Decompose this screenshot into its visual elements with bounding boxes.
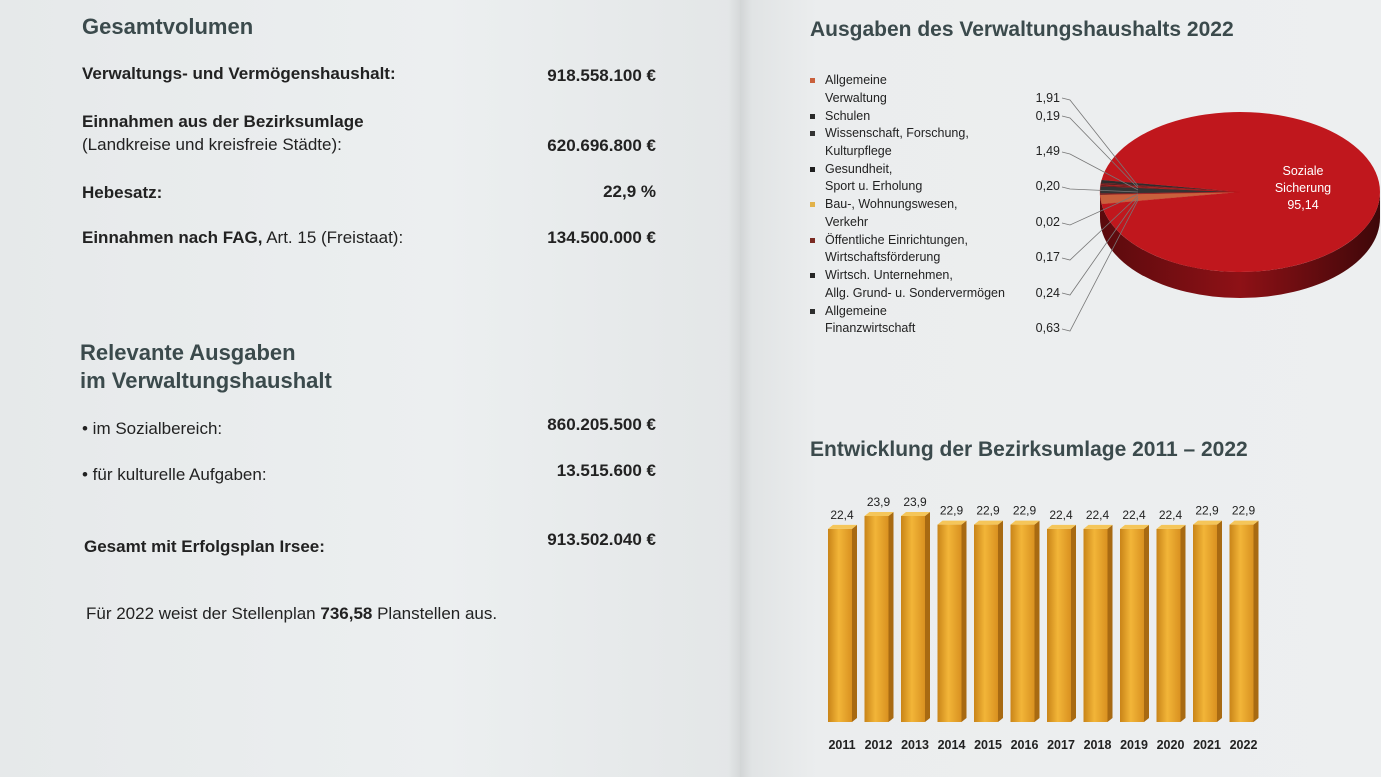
pie-main-label-line2: Sicherung xyxy=(1274,181,1332,195)
row-label-hebesatz: Hebesatz: xyxy=(82,183,163,202)
pie-main-label-line1: Soziale xyxy=(1282,164,1324,178)
bar-value-label: 22,4 xyxy=(1122,507,1146,522)
row-label-bezirksumlage: Einnahmen aus der Bezirksumlage (Landkreise und kreisfreie Städte): xyxy=(82,112,364,154)
bar-top xyxy=(938,521,967,525)
row-label-haushalt: Verwaltungs- und Vermögenshaushalt: xyxy=(82,64,396,83)
legend-swatch xyxy=(810,309,815,314)
bar xyxy=(1230,525,1254,722)
bar-chart-title: Entwicklung der Bezirksumlage 2011 – 2022 xyxy=(810,438,1248,461)
pie-chart xyxy=(1050,80,1381,350)
bar-category-label: 2017 xyxy=(1047,738,1075,752)
bar xyxy=(1157,529,1181,722)
bar-side xyxy=(889,512,894,722)
pie-main-value: 95,14 xyxy=(1287,198,1319,212)
bar-side xyxy=(1254,521,1259,722)
bullet-kultur-value: 13.515.600 € xyxy=(556,461,656,480)
bar-category-label: 2021 xyxy=(1193,738,1221,752)
bullet-sozial-value: 860.205.500 € xyxy=(547,415,656,434)
bar-value-label: 22,4 xyxy=(830,507,854,522)
bar-category-label: 2011 xyxy=(828,738,856,752)
bar-side xyxy=(1071,525,1076,722)
bar-top xyxy=(865,512,894,516)
bar-value-label: 23,9 xyxy=(866,495,891,509)
total-value: 913.502.040 € xyxy=(547,530,656,549)
bar-value-label: 22,9 xyxy=(1012,503,1037,518)
bar-category-label: 2022 xyxy=(1229,738,1258,752)
bar-category-label: 2016 xyxy=(1010,738,1039,752)
pie-chart-title: Ausgaben des Verwaltungshaushalts 2022 xyxy=(810,18,1234,41)
bar xyxy=(828,529,852,722)
bar-top xyxy=(1157,525,1186,529)
bar-side xyxy=(852,525,857,722)
legend-item: Wissenschaft, Forschung, Kulturpflege 1,49 xyxy=(810,125,1080,161)
bullet-sozial-label: • im Sozialbereich: xyxy=(82,419,223,438)
bar-top xyxy=(901,512,930,516)
bar-category-label: 2015 xyxy=(974,738,1002,752)
page-fold xyxy=(728,0,752,777)
bar-top xyxy=(1120,525,1149,529)
legend-item: Gesundheit, Sport u. Erholung 0,20 xyxy=(810,161,1080,197)
bar-top xyxy=(828,525,857,529)
row-value-hebesatz: 22,9 % xyxy=(603,182,656,201)
legend-swatch xyxy=(810,273,815,278)
legend-item: Öffentliche Einrichtungen, Wirtschaftsförderung 0,17 xyxy=(810,232,1080,268)
gesamtvolumen-heading: Gesamtvolumen xyxy=(82,14,254,39)
bar xyxy=(1047,529,1071,722)
row-value-haushalt: 918.558.100 € xyxy=(547,66,656,85)
legend-item: Allgemeine Verwaltung 1,91 xyxy=(810,72,1080,108)
total-label: Gesamt mit Erfolgsplan Irsee: xyxy=(84,537,325,556)
bar xyxy=(974,525,998,722)
bar xyxy=(901,516,925,722)
bar-value-label: 22,4 xyxy=(1158,507,1183,522)
row-value-fag: 134.500.000 € xyxy=(547,228,656,247)
bar-side xyxy=(998,521,1003,722)
bar-top xyxy=(1193,521,1222,525)
bar-category-label: 2018 xyxy=(1083,738,1112,752)
bar-top xyxy=(1011,521,1040,525)
bar-side xyxy=(925,512,930,722)
legend-item: Schulen 0,19 xyxy=(810,108,1080,126)
legend-item: Allgemeine Finanzwirtschaft 0,63 xyxy=(810,303,1080,339)
bar xyxy=(1193,525,1217,722)
legend-swatch xyxy=(810,238,815,243)
stellenplan-note: Für 2022 weist der Stellenplan 736,58 Planstellen aus. xyxy=(86,604,498,623)
row-value-bezirksumlage: 620.696.800 € xyxy=(547,136,656,155)
legend-swatch xyxy=(810,131,815,136)
legend-value: 0,24 xyxy=(1035,285,1060,300)
bar-side xyxy=(962,521,967,722)
bar-value-label: 22,9 xyxy=(1231,503,1256,518)
bar-category-label: 2019 xyxy=(1120,738,1148,752)
bar-category-label: 2013 xyxy=(901,738,929,752)
bar-value-label: 22,4 xyxy=(1049,507,1073,522)
legend-value: 0,19 xyxy=(1035,108,1060,123)
legend-swatch xyxy=(810,167,815,172)
bar-side xyxy=(1108,525,1113,722)
bar-value-label: 22,9 xyxy=(939,503,964,518)
bar-value-label: 22,4 xyxy=(1085,507,1110,522)
bar-value-label: 22,9 xyxy=(1195,503,1219,518)
bar-side xyxy=(1144,525,1149,722)
bar-chart xyxy=(800,490,1270,760)
legend-swatch xyxy=(810,114,815,119)
row-label-fag: Einnahmen nach FAG, Art. 15 (Freistaat): xyxy=(82,228,404,247)
bar-top xyxy=(1084,525,1113,529)
pie-legend xyxy=(810,72,1080,338)
bar xyxy=(865,516,889,722)
bar-category-label: 2012 xyxy=(864,738,893,752)
bar-side xyxy=(1035,521,1040,722)
legend-swatch xyxy=(810,202,815,207)
row-label-bezirksumlage-sub: (Landkreise und kreisfreie Städte): xyxy=(82,135,342,154)
bar xyxy=(1120,529,1144,722)
bar-top xyxy=(1230,521,1259,525)
bar-value-label: 22,9 xyxy=(976,503,1000,518)
legend-value: 1,91 xyxy=(1035,90,1060,105)
bar-value-label: 23,9 xyxy=(903,495,927,509)
legend-value: 1,49 xyxy=(1035,143,1060,158)
bar-top xyxy=(974,521,1003,525)
legend-value: 0,17 xyxy=(1035,250,1060,264)
bar-top xyxy=(1047,525,1076,529)
legend-value: 0,63 xyxy=(1035,321,1060,335)
legend-swatch xyxy=(810,78,815,83)
legend-item: Wirtsch. Unternehmen, Allg. Grund- u. Sondervermögen 0,24 xyxy=(810,267,1080,303)
bar xyxy=(938,525,962,722)
legend-value: 0,20 xyxy=(1035,179,1060,193)
bar xyxy=(1084,529,1108,722)
bar xyxy=(1011,525,1035,722)
legend-item: Bau-, Wohnungswesen, Verkehr 0,02 xyxy=(810,196,1080,232)
ausgaben-heading: Relevante Ausgaben im Verwaltungshaushalt xyxy=(80,340,332,393)
bar-category-label: 2014 xyxy=(937,738,966,752)
bar-category-label: 2020 xyxy=(1156,738,1185,752)
bar-side xyxy=(1217,521,1222,722)
bar-side xyxy=(1181,525,1186,722)
legend-value: 0,02 xyxy=(1035,214,1060,229)
bullet-kultur-label: • für kulturelle Aufgaben: xyxy=(82,465,267,484)
